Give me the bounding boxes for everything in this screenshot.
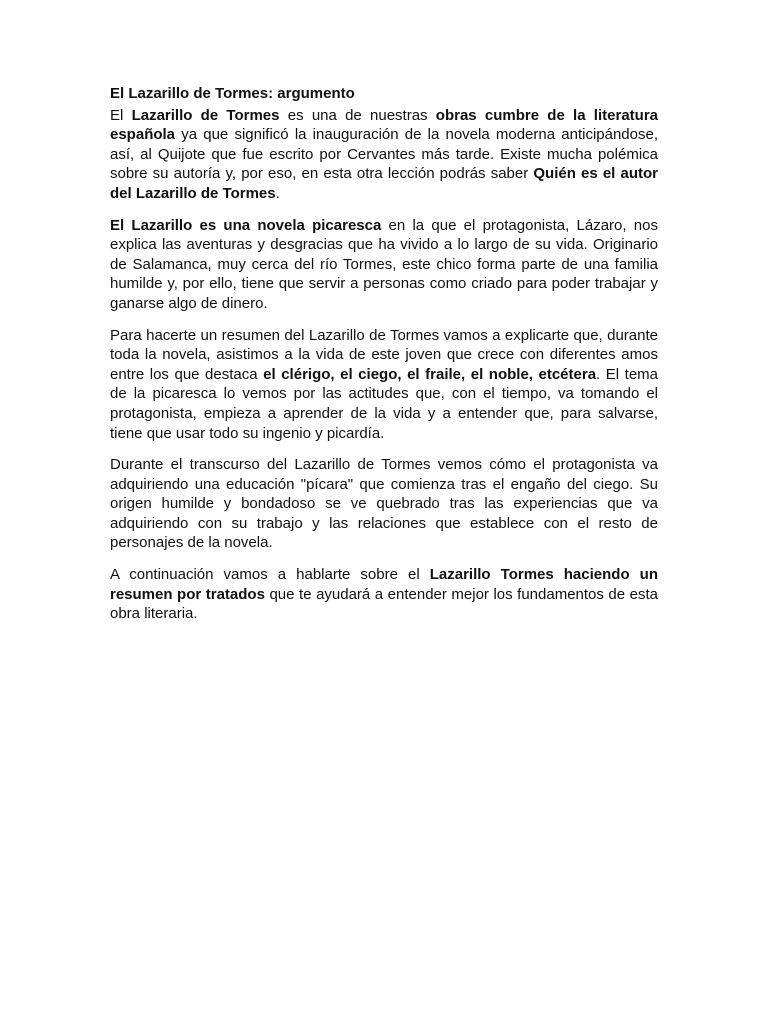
text-run: El bbox=[110, 106, 132, 124]
bold-text-run: El Lazarillo es una novela picaresca bbox=[110, 216, 382, 234]
text-run: Durante el transcurso del Lazarillo de Tormes vemos cómo el protagonista va adquiriendo una educación "pícara" que comienza tras el engaño del ciego. Su origen humilde y bondadoso se ve quebrado tras las experiencias que va adquiriendo con su trabajo y las relaciones que establece con el resto de personajes de la novela. bbox=[110, 456, 658, 552]
text-run: A continuación vamos a hablarte sobre el bbox=[110, 566, 430, 584]
text-run: que te ayudará a entender mejor los fundamentos de esta obra literaria. bbox=[110, 585, 658, 623]
bold-text-run: Lazarillo de Tormes bbox=[131, 106, 280, 124]
document-title: El Lazarillo de Tormes: argumento bbox=[110, 85, 355, 102]
paragraph bbox=[110, 216, 658, 314]
paragraph bbox=[110, 106, 658, 204]
bold-text-run: obras cumbre de la literatura española bbox=[110, 106, 658, 144]
paragraph bbox=[110, 326, 658, 444]
document-body bbox=[110, 84, 658, 636]
text-run: . El tema de la picaresca lo vemos por las actitudes que, con el tiempo, va tomando el protagonista, empieza a aprender de la vida y a entender que, para salvarse, tiene que usar todo su ingenio y picardía. bbox=[110, 365, 659, 442]
text-run: . bbox=[275, 184, 280, 202]
bold-text-run: Quién es el autor del Lazarillo de Tormes bbox=[110, 165, 658, 202]
text-run: Para hacerte un resumen del Lazarillo de Tormes vamos a explicarte que, durante toda la novela, asistimos a la vida de este joven que crece con diferentes amos entre los que destaca bbox=[110, 326, 658, 383]
bold-text-run: el clérigo, el ciego, el fraile, el noble, etcétera bbox=[263, 365, 597, 383]
paragraph-list bbox=[110, 106, 658, 624]
text-run: es una de nuestras bbox=[279, 106, 436, 124]
paragraph bbox=[110, 455, 658, 553]
bold-text-run: Lazarillo Tormes haciendo un resumen por tratados bbox=[110, 566, 658, 603]
paragraph bbox=[110, 565, 658, 624]
text-run: en la que el protagonista, Lázaro, nos explica las aventuras y desgracias que ha vivido a lo largo de su vida. Originario de Salamanca, muy cerca del río Tormes, este chico forma parte de una familia humilde y, por ello, tiene que servir a personas como criado para poder trabajar y ganarse algo de dinero. bbox=[110, 216, 658, 312]
text-run: ya que significó la inauguración de la novela moderna anticipándose, así, al Quijote que fue escrito por Cervantes más tarde. Existe mucha polémica sobre su autoría y, por eso, en esta otra lección podrás saber bbox=[110, 126, 658, 183]
